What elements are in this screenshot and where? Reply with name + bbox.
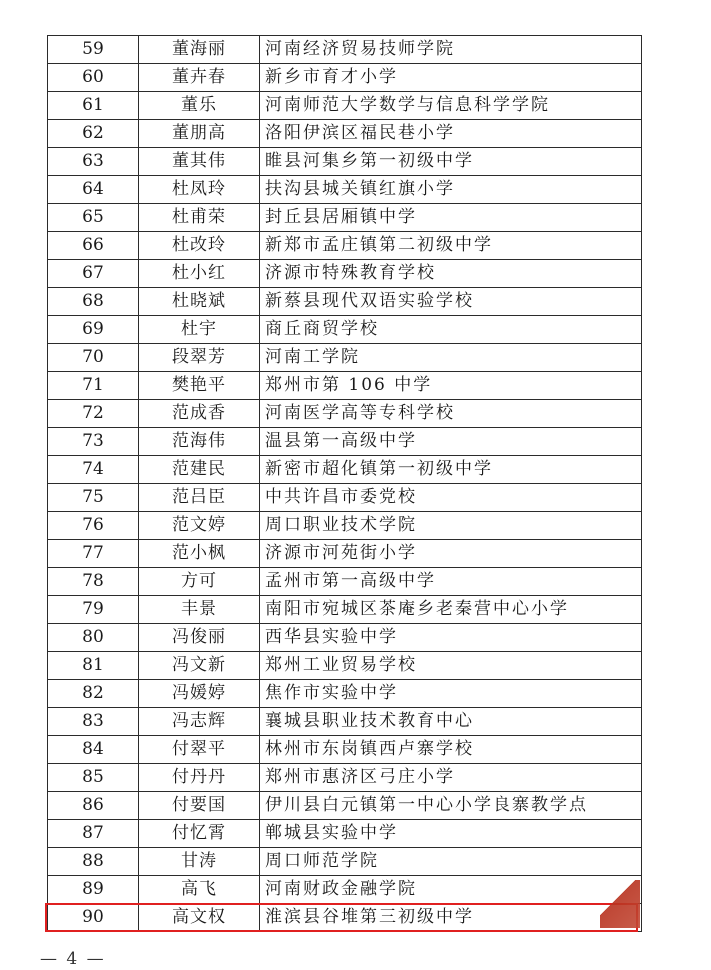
row-number: 88 (48, 848, 139, 876)
row-name: 董乐 (139, 92, 260, 120)
row-number: 60 (48, 64, 139, 92)
row-number: 86 (48, 792, 139, 820)
row-number: 59 (48, 36, 139, 64)
row-number: 74 (48, 456, 139, 484)
row-unit: 济源市河苑街小学 (260, 540, 642, 568)
row-name: 范海伟 (139, 428, 260, 456)
table-row (48, 64, 642, 92)
row-unit: 周口职业技术学院 (260, 512, 642, 540)
row-number: 90 (48, 904, 139, 932)
row-number: 81 (48, 652, 139, 680)
row-number: 65 (48, 204, 139, 232)
table-row (48, 904, 642, 932)
row-unit: 睢县河集乡第一初级中学 (260, 148, 642, 176)
row-number: 82 (48, 680, 139, 708)
table-row (48, 232, 642, 260)
row-unit: 孟州市第一高级中学 (260, 568, 642, 596)
row-unit: 焦作市实验中学 (260, 680, 642, 708)
row-name: 杜凤玲 (139, 176, 260, 204)
row-number: 71 (48, 372, 139, 400)
table-row (48, 512, 642, 540)
row-number: 68 (48, 288, 139, 316)
row-number: 61 (48, 92, 139, 120)
row-unit: 西华县实验中学 (260, 624, 642, 652)
row-name: 冯志辉 (139, 708, 260, 736)
row-name: 杜小红 (139, 260, 260, 288)
row-unit: 郑州工业贸易学校 (260, 652, 642, 680)
row-number: 69 (48, 316, 139, 344)
row-name: 付翠平 (139, 736, 260, 764)
row-unit: 郑州市惠济区弓庄小学 (260, 764, 642, 792)
table-row (48, 540, 642, 568)
row-name: 甘涛 (139, 848, 260, 876)
row-unit: 河南工学院 (260, 344, 642, 372)
table-row (48, 456, 642, 484)
table-row (48, 204, 642, 232)
row-number: 62 (48, 120, 139, 148)
row-name: 丰景 (139, 596, 260, 624)
row-unit: 淮滨县谷堆第三初级中学 (260, 904, 642, 932)
row-name: 董卉春 (139, 64, 260, 92)
row-unit: 济源市特殊教育学校 (260, 260, 642, 288)
row-number: 67 (48, 260, 139, 288)
row-name: 范文婷 (139, 512, 260, 540)
row-unit: 河南师范大学数学与信息科学学院 (260, 92, 642, 120)
table-row (48, 848, 642, 876)
row-name: 冯媛婷 (139, 680, 260, 708)
table-row (48, 680, 642, 708)
row-name: 杜甫荣 (139, 204, 260, 232)
table-row (48, 260, 642, 288)
row-name: 范成香 (139, 400, 260, 428)
table-row (48, 36, 642, 64)
table-row (48, 736, 642, 764)
row-number: 70 (48, 344, 139, 372)
table-row (48, 92, 642, 120)
row-name: 付丹丹 (139, 764, 260, 792)
page-number: — 4 — (40, 949, 106, 969)
table-row (48, 624, 642, 652)
table-row (48, 372, 642, 400)
row-number: 83 (48, 708, 139, 736)
row-unit: 封丘县居厢镇中学 (260, 204, 642, 232)
table-row (48, 764, 642, 792)
corner-watermark (600, 880, 640, 928)
row-name: 樊艳平 (139, 372, 260, 400)
row-name: 方可 (139, 568, 260, 596)
row-unit: 商丘商贸学校 (260, 316, 642, 344)
row-number: 78 (48, 568, 139, 596)
row-name: 董朋高 (139, 120, 260, 148)
row-name: 杜宇 (139, 316, 260, 344)
row-unit: 南阳市宛城区茶庵乡老秦营中心小学 (260, 596, 642, 624)
row-unit: 新郑市孟庄镇第二初级中学 (260, 232, 642, 260)
table-row (48, 792, 642, 820)
row-number: 73 (48, 428, 139, 456)
row-name: 董海丽 (139, 36, 260, 64)
row-number: 76 (48, 512, 139, 540)
roster-table (47, 35, 642, 932)
row-unit: 洛阳伊滨区福民巷小学 (260, 120, 642, 148)
row-number: 75 (48, 484, 139, 512)
row-unit: 河南经济贸易技师学院 (260, 36, 642, 64)
row-number: 87 (48, 820, 139, 848)
row-unit: 伊川县白元镇第一中心小学良寨教学点 (260, 792, 642, 820)
row-unit: 新蔡县现代双语实验学校 (260, 288, 642, 316)
row-number: 79 (48, 596, 139, 624)
row-name: 付忆霄 (139, 820, 260, 848)
row-number: 77 (48, 540, 139, 568)
table-row (48, 316, 642, 344)
row-name: 高飞 (139, 876, 260, 904)
row-name: 段翠芳 (139, 344, 260, 372)
row-name: 董其伟 (139, 148, 260, 176)
table-row (48, 344, 642, 372)
table-row (48, 120, 642, 148)
table-row (48, 652, 642, 680)
row-name: 范建民 (139, 456, 260, 484)
row-unit: 新乡市育才小学 (260, 64, 642, 92)
row-name: 高文权 (139, 904, 260, 932)
roster-table-body (48, 36, 642, 932)
row-unit: 新密市超化镇第一初级中学 (260, 456, 642, 484)
row-unit: 郸城县实验中学 (260, 820, 642, 848)
row-number: 72 (48, 400, 139, 428)
row-unit: 周口师范学院 (260, 848, 642, 876)
row-number: 84 (48, 736, 139, 764)
row-number: 64 (48, 176, 139, 204)
table-row (48, 596, 642, 624)
row-unit: 中共许昌市委党校 (260, 484, 642, 512)
row-name: 冯文新 (139, 652, 260, 680)
table-row (48, 176, 642, 204)
table-row (48, 484, 642, 512)
row-number: 85 (48, 764, 139, 792)
row-number: 66 (48, 232, 139, 260)
row-unit: 郑州市第 106 中学 (260, 372, 642, 400)
row-name: 范吕臣 (139, 484, 260, 512)
row-number: 63 (48, 148, 139, 176)
row-unit: 襄城县职业技术教育中心 (260, 708, 642, 736)
row-number: 80 (48, 624, 139, 652)
row-unit: 河南医学高等专科学校 (260, 400, 642, 428)
table-row (48, 708, 642, 736)
row-name: 冯俊丽 (139, 624, 260, 652)
row-unit: 扶沟县城关镇红旗小学 (260, 176, 642, 204)
row-unit: 林州市东岗镇西卢寨学校 (260, 736, 642, 764)
row-name: 杜晓斌 (139, 288, 260, 316)
table-row (48, 400, 642, 428)
row-name: 杜改玲 (139, 232, 260, 260)
table-row (48, 820, 642, 848)
row-name: 范小枫 (139, 540, 260, 568)
row-number: 89 (48, 876, 139, 904)
table-row (48, 148, 642, 176)
table-row (48, 288, 642, 316)
table-row (48, 568, 642, 596)
row-name: 付要国 (139, 792, 260, 820)
row-unit: 温县第一高级中学 (260, 428, 642, 456)
table-row (48, 876, 642, 904)
row-unit: 河南财政金融学院 (260, 876, 642, 904)
table-row (48, 428, 642, 456)
